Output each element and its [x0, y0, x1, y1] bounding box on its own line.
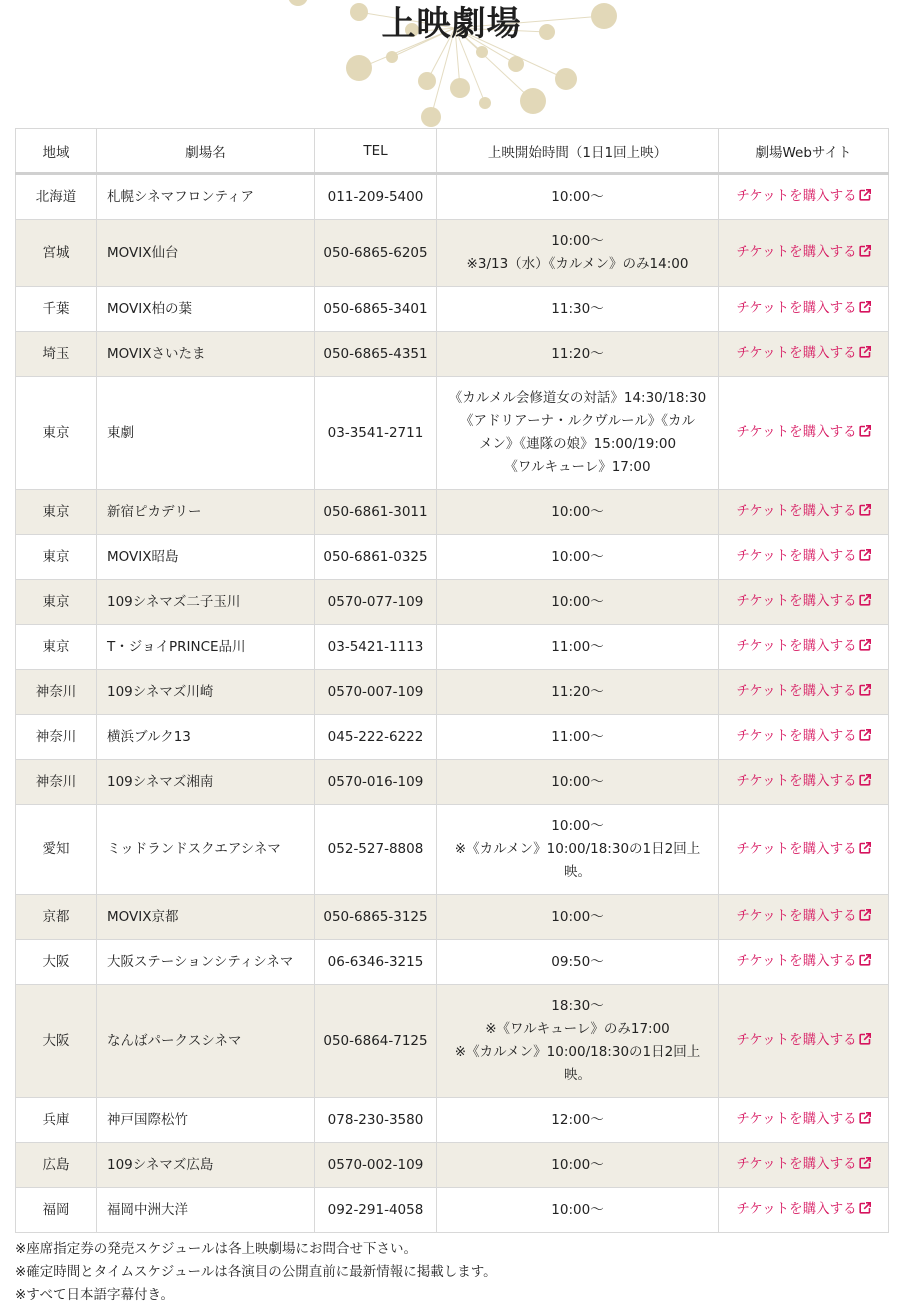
- table-row: [16, 1098, 889, 1143]
- website-cell: [719, 895, 889, 940]
- theater-table: [15, 128, 889, 1233]
- website-cell: [719, 760, 889, 805]
- buy-ticket-label: チケットを購入する: [736, 728, 857, 744]
- tel-cell: 0570-077-109: [315, 580, 437, 625]
- buy-ticket-link[interactable]: [736, 345, 870, 361]
- header-theater: 劇場名: [97, 129, 315, 174]
- buy-ticket-label: チケットを購入する: [736, 593, 857, 609]
- theater-name-cell: 福岡中洲大洋: [97, 1188, 315, 1233]
- region-cell: 愛知: [16, 805, 97, 895]
- table-row: [16, 1188, 889, 1233]
- buy-ticket-label: チケットを購入する: [736, 1032, 857, 1048]
- table-row: [16, 670, 889, 715]
- buy-ticket-label: チケットを購入する: [736, 503, 857, 519]
- buy-ticket-label: チケットを購入する: [736, 1111, 857, 1127]
- theater-name-cell: 札幌シネマフロンティア: [97, 174, 315, 220]
- note-item: ※確定時間とタイムスケジュールは各演目の公開直前に最新情報に掲載します。: [15, 1264, 497, 1280]
- table-row: [16, 220, 889, 287]
- start-time-line: 09:50〜: [551, 953, 604, 970]
- start-time-cell: [437, 535, 719, 580]
- external-link-icon: [859, 1030, 871, 1053]
- table-row: [16, 1143, 889, 1188]
- website-cell: [719, 332, 889, 377]
- tel-cell: 03-5421-1113: [315, 625, 437, 670]
- header-website: 劇場Webサイト: [719, 129, 889, 174]
- tel-cell: 0570-016-109: [315, 760, 437, 805]
- website-cell: [719, 985, 889, 1098]
- theater-name-cell: MOVIX昭島: [97, 535, 315, 580]
- external-link-icon: [859, 906, 871, 929]
- start-time-cell: [437, 490, 719, 535]
- buy-ticket-link[interactable]: [736, 1156, 870, 1172]
- website-cell: [719, 715, 889, 760]
- start-time-line: 10:00〜: [551, 1156, 604, 1173]
- external-link-icon: [859, 681, 871, 704]
- website-cell: [719, 670, 889, 715]
- buy-ticket-label: チケットを購入する: [736, 1156, 857, 1172]
- region-cell: 千葉: [16, 287, 97, 332]
- tel-cell: 050-6865-4351: [315, 332, 437, 377]
- start-time-cell: [437, 174, 719, 220]
- start-time-line: 10:00〜: [551, 503, 604, 520]
- start-time-cell: [437, 1188, 719, 1233]
- theater-name-cell: ミッドランドスクエアシネマ: [97, 805, 315, 895]
- start-time-line: 11:00〜: [551, 728, 604, 745]
- buy-ticket-label: チケットを購入する: [736, 953, 857, 969]
- tel-cell: 050-6861-3011: [315, 490, 437, 535]
- theater-name-cell: MOVIX京都: [97, 895, 315, 940]
- start-time-line: 10:00〜: [551, 233, 604, 249]
- start-time-cell: [437, 580, 719, 625]
- table-header-row: [16, 129, 889, 174]
- start-time-cell: [437, 805, 719, 895]
- website-cell: [719, 377, 889, 490]
- start-time-line: 10:00〜: [551, 773, 604, 790]
- external-link-icon: [859, 1109, 871, 1132]
- header-tel: TEL: [315, 129, 437, 174]
- buy-ticket-label: チケットを購入する: [736, 638, 857, 654]
- buy-ticket-link[interactable]: [736, 1032, 870, 1048]
- tel-cell: 045-222-6222: [315, 715, 437, 760]
- buy-ticket-label: チケットを購入する: [736, 548, 857, 564]
- buy-ticket-link[interactable]: [736, 424, 870, 440]
- table-row: [16, 985, 889, 1098]
- buy-ticket-label: チケットを購入する: [736, 1201, 857, 1217]
- region-cell: 大阪: [16, 940, 97, 985]
- website-cell: [719, 580, 889, 625]
- theater-name-cell: 109シネマズ湘南: [97, 760, 315, 805]
- note-item: ※座席指定券の発売スケジュールは各上映劇場にお問合せ下さい。: [15, 1241, 418, 1257]
- start-time-line: 《ワルキューレ》17:00: [504, 459, 651, 475]
- buy-ticket-link[interactable]: [736, 728, 870, 744]
- hero-ornament: [0, 0, 903, 128]
- start-time-line: 《アドリアーナ・ルクヴルール》《カル: [460, 413, 695, 429]
- start-time-cell: [437, 377, 719, 490]
- theater-name-cell: 新宿ピカデリー: [97, 490, 315, 535]
- tel-cell: 050-6864-7125: [315, 985, 437, 1098]
- buy-ticket-link[interactable]: [736, 1201, 870, 1217]
- tel-cell: 0570-007-109: [315, 670, 437, 715]
- region-cell: 宮城: [16, 220, 97, 287]
- start-time-line: 11:20〜: [551, 683, 604, 700]
- buy-ticket-link[interactable]: [736, 300, 870, 316]
- external-link-icon: [859, 501, 871, 524]
- tel-cell: 052-527-8808: [315, 805, 437, 895]
- table-row: [16, 895, 889, 940]
- start-time-line: 11:30〜: [551, 300, 604, 317]
- region-cell: 神奈川: [16, 760, 97, 805]
- website-cell: [719, 490, 889, 535]
- external-link-icon: [859, 1154, 871, 1177]
- website-cell: [719, 220, 889, 287]
- region-cell: 大阪: [16, 985, 97, 1098]
- start-time-line: メン》《連隊の娘》15:00/19:00: [478, 436, 677, 452]
- buy-ticket-label: チケットを購入する: [736, 840, 857, 857]
- table-row: [16, 287, 889, 332]
- website-cell: [719, 940, 889, 985]
- website-cell: [719, 287, 889, 332]
- buy-ticket-label: チケットを購入する: [736, 773, 857, 789]
- external-link-icon: [859, 298, 871, 321]
- buy-ticket-label: チケットを購入する: [736, 683, 857, 699]
- region-cell: 埼玉: [16, 332, 97, 377]
- table-row: [16, 580, 889, 625]
- theater-name-cell: MOVIX仙台: [97, 220, 315, 287]
- start-time-cell: [437, 1143, 719, 1188]
- theater-name-cell: 横浜ブルク13: [97, 715, 315, 760]
- region-cell: 北海道: [16, 174, 97, 220]
- theater-name-cell: 神戸国際松竹: [97, 1098, 315, 1143]
- buy-ticket-link[interactable]: [736, 841, 870, 857]
- start-time-line: 10:00〜: [551, 188, 604, 205]
- buy-ticket-label: チケットを購入する: [736, 188, 857, 204]
- buy-ticket-label: チケットを購入する: [736, 424, 857, 440]
- start-time-cell: [437, 625, 719, 670]
- table-row: [16, 490, 889, 535]
- table-row: [16, 940, 889, 985]
- start-time-line: 11:20〜: [551, 345, 604, 362]
- start-time-line: 10:00〜: [551, 908, 604, 925]
- theater-name-cell: 109シネマズ川崎: [97, 670, 315, 715]
- region-cell: 広島: [16, 1143, 97, 1188]
- external-link-icon: [859, 636, 871, 659]
- start-time-cell: [437, 670, 719, 715]
- external-link-icon: [859, 591, 871, 614]
- start-time-line: ※3/13（水）《カルメン》のみ14:00: [466, 256, 689, 272]
- tel-cell: 06-6346-3215: [315, 940, 437, 985]
- tel-cell: 050-6861-0325: [315, 535, 437, 580]
- tel-cell: 0570-002-109: [315, 1143, 437, 1188]
- start-time-cell: [437, 760, 719, 805]
- external-link-icon: [859, 546, 871, 569]
- header-start-time: 上映開始時間（1日1回上映）: [437, 129, 719, 174]
- tel-cell: 050-6865-3401: [315, 287, 437, 332]
- start-time-cell: [437, 715, 719, 760]
- external-link-icon: [859, 771, 871, 794]
- table-body: [16, 174, 889, 1233]
- start-time-line: ※《カルメン》10:00/18:30の1日2回上: [454, 1044, 701, 1060]
- page-title: 上映劇場: [381, 4, 522, 44]
- start-time-line: 映。: [564, 864, 591, 880]
- region-cell: 福岡: [16, 1188, 97, 1233]
- buy-ticket-link[interactable]: [736, 953, 870, 969]
- website-cell: [719, 1098, 889, 1143]
- external-link-icon: [859, 186, 871, 209]
- region-cell: 神奈川: [16, 670, 97, 715]
- website-cell: [719, 535, 889, 580]
- tel-cell: 050-6865-3125: [315, 895, 437, 940]
- website-cell: [719, 625, 889, 670]
- region-cell: 東京: [16, 625, 97, 670]
- theater-name-cell: 東劇: [97, 377, 315, 490]
- region-cell: 東京: [16, 377, 97, 490]
- tel-cell: 092-291-4058: [315, 1188, 437, 1233]
- buy-ticket-label: チケットを購入する: [736, 908, 857, 924]
- tel-cell: 011-209-5400: [315, 174, 437, 220]
- start-time-cell: [437, 940, 719, 985]
- start-time-line: ※《カルメン》10:00/18:30の1日2回上: [454, 841, 701, 857]
- tel-cell: 050-6865-6205: [315, 220, 437, 287]
- start-time-line: 11:00〜: [551, 638, 604, 655]
- start-time-line: 10:00〜: [551, 593, 604, 610]
- start-time-line: ※《ワルキューレ》のみ17:00: [485, 1021, 670, 1037]
- header-region: 地域: [16, 129, 97, 174]
- buy-ticket-link[interactable]: [736, 188, 870, 204]
- buy-ticket-label: チケットを購入する: [736, 244, 857, 260]
- table-row: [16, 625, 889, 670]
- table-row: [16, 760, 889, 805]
- buy-ticket-link[interactable]: [736, 773, 870, 789]
- table-row: [16, 377, 889, 490]
- external-link-icon: [859, 422, 871, 445]
- tel-cell: 03-3541-2711: [315, 377, 437, 490]
- website-cell: [719, 174, 889, 220]
- website-cell: [719, 1143, 889, 1188]
- region-cell: 東京: [16, 580, 97, 625]
- buy-ticket-link[interactable]: [736, 244, 870, 260]
- notes: [15, 1238, 497, 1307]
- buy-ticket-link[interactable]: [736, 548, 870, 564]
- table-row: [16, 535, 889, 580]
- start-time-line: 10:00〜: [551, 548, 604, 565]
- note-item: ※すべて日本語字幕付き。: [15, 1287, 175, 1303]
- start-time-line: 18:30〜: [551, 998, 604, 1014]
- buy-ticket-link[interactable]: [736, 908, 870, 924]
- region-cell: 京都: [16, 895, 97, 940]
- website-cell: [719, 1188, 889, 1233]
- buy-ticket-label: チケットを購入する: [736, 300, 857, 316]
- external-link-icon: [859, 242, 871, 265]
- external-link-icon: [859, 839, 871, 862]
- start-time-cell: [437, 220, 719, 287]
- start-time-cell: [437, 985, 719, 1098]
- theater-name-cell: なんばパークスシネマ: [97, 985, 315, 1098]
- buy-ticket-label: チケットを購入する: [736, 345, 857, 361]
- website-cell: [719, 805, 889, 895]
- region-cell: 東京: [16, 535, 97, 580]
- theater-name-cell: 109シネマズ広島: [97, 1143, 315, 1188]
- tel-cell: 078-230-3580: [315, 1098, 437, 1143]
- external-link-icon: [859, 343, 871, 366]
- start-time-line: 《カルメル会修道女の対話》14:30/18:30: [448, 390, 707, 406]
- theater-name-cell: 大阪ステーションシティシネマ: [97, 940, 315, 985]
- start-time-line: 10:00〜: [551, 818, 604, 834]
- theater-name-cell: MOVIXさいたま: [97, 332, 315, 377]
- region-cell: 兵庫: [16, 1098, 97, 1143]
- start-time-line: 12:00〜: [551, 1111, 604, 1128]
- theater-name-cell: 109シネマズ二子玉川: [97, 580, 315, 625]
- start-time-cell: [437, 895, 719, 940]
- table-row: [16, 174, 889, 220]
- buy-ticket-link[interactable]: [736, 1111, 870, 1127]
- external-link-icon: [859, 726, 871, 749]
- start-time-cell: [437, 1098, 719, 1143]
- start-time-line: 10:00〜: [551, 1201, 604, 1218]
- start-time-cell: [437, 332, 719, 377]
- buy-ticket-link[interactable]: [736, 638, 870, 654]
- table-row: [16, 332, 889, 377]
- table-row: [16, 805, 889, 895]
- region-cell: 神奈川: [16, 715, 97, 760]
- table-row: [16, 715, 889, 760]
- start-time-cell: [437, 287, 719, 332]
- buy-ticket-link[interactable]: [736, 503, 870, 519]
- region-cell: 東京: [16, 490, 97, 535]
- buy-ticket-link[interactable]: [736, 683, 870, 699]
- start-time-line: 映。: [564, 1067, 591, 1083]
- theater-name-cell: T・ジョイPRINCE品川: [97, 625, 315, 670]
- theater-name-cell: MOVIX柏の葉: [97, 287, 315, 332]
- buy-ticket-link[interactable]: [736, 593, 870, 609]
- external-link-icon: [859, 1199, 871, 1222]
- external-link-icon: [859, 951, 871, 974]
